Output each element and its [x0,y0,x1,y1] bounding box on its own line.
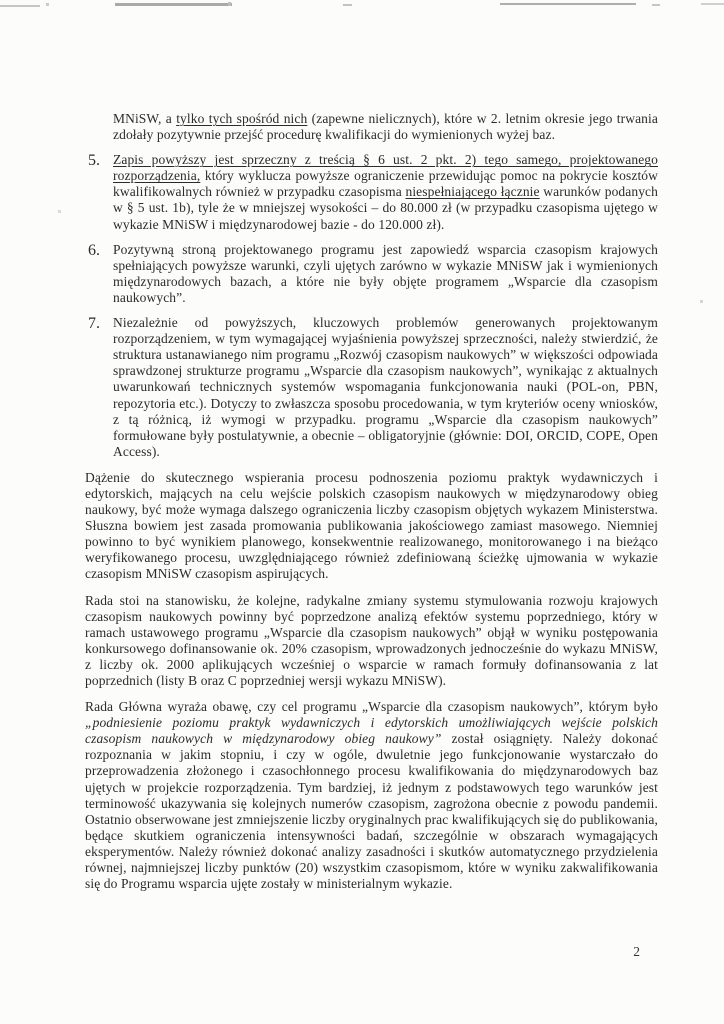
body-paragraph-2 [85,593,658,690]
scan-artifact-dash [652,4,660,6]
numbered-item-7 [85,315,658,460]
text-run: Rada stoi na stanowisku, że kolejne, radykalne zmiany systemu stymulowania rozwoju krajowych czasopism naukowych powinny być poprzedzone analizą efektów systemu poprzedniego, który w ramach ustawowego programu „Wsparcie dla czasopism naukowych” objął w wyniku postępowania konkursowego dofinansowanie ok. 20% czasopism, wprowadzonych jednocześnie do wykazu MNiSW, z liczby ok. 2000 aplikujących wcześniej o wsparcie w ramach formuły dofinansowania z lat poprzednich (listy B oraz C poprzedniej wersji wykazu MNiSW). [85,592,658,688]
text-run: Pozytywną stroną projektowanego programu jest zapowiedź wsparcia czasopism krajowych spełniających powyższe warunki, czyli ujętych zarówno w wykazie MNiSW jak i wymienionych międzynarodowych bazach, a które nie były objęte programem „Wsparcie dla czasopism naukowych”. [113,241,658,305]
italic-text-run: „podniesienie poziomu praktyk wydawniczych i edytorskich umożliwiających wejście polskich czasopism naukowych w międzynarodowy obieg naukowy” [85,715,658,747]
text-run: został osiągnięty. Należy dokonać rozpoznania w jakim stopniu, i czy w ogóle, dwuletnie jego funkcjonowanie wystarczało do przeprowadzenia złożonego i czasochłonnego procesu kwalifikowania do międzynarodowych baz ujętych w projekcie rozporządzenia. Tym bardziej, iż jednym z podstawowych tego warunków jest terminowość ukazywania się kolejnych numerów czasopism, zagrożona obecnie z powodu pandemii. Ostatnio obserwowane jest zmniejszenie liczby oryginalnych prac kwalifikujących się do publikowania, będące skutkiem ograniczenia intensywności badań, szczególnie w obszarach wymagających eksperymentów. Należy również dokonać analizy zasadności i skutków automatycznego przydzielenia równej, najmniejszej liczby punktów (20) wszystkim czasopismom, które w wyniku zakwalifikowania się do Programu wsparcia ujęte zostały w ministerialnym wykazie. [85,731,658,892]
scan-artifact-speck [228,2,231,6]
scan-artifact-speck [46,3,49,6]
body-paragraph-1 [85,470,658,583]
underlined-text-run: tylko tych spośród nich [176,111,308,126]
item-number: 7. [88,315,100,333]
body-paragraph-3 [85,699,658,892]
text-run: który wyklucza powyższe ograniczenie przewidując pomoc na pokrycie kosztów kwalifikowalnych również w przypadku czasopisma [113,168,658,200]
text-run: Niezależnie od powyższych, kluczowych problemów generowanych projektowanym rozporządzeniem, w tym wymagającej wyjaśnienia powyższej sprzeczności, należy stwierdzić, że struktura ustanawianego nim programu „Rozwój czasopism naukowych” w większości odpowiada sprawdzonej strukturze programu „Wsparcie dla czasopism naukowych”, wynikając z aktualnych uwarunkowań technicznych systemów wspomagania funkcjonowania nauki (POL-on, PBN, repozytoria etc.). Dotyczy to zwłaszcza sposobu procedowania, w tym kryteriów oceny wniosków, z tą różnicą, iż wymogi w przypadku. programu „Wsparcie dla czasopism naukowych” formułowane były postulatywnie, a obecnie – obligatoryjnie (głównie: DOI, ORCID, COPE, Open Access). [113,315,658,459]
continuation-paragraph [113,111,658,143]
text-run: MNiSW, a [113,111,177,126]
scan-artifact-speck [58,210,61,213]
scan-artifact-dash [500,3,636,5]
numbered-item-5 [85,152,658,232]
numbered-item-6 [85,242,658,306]
page-number: 2 [633,944,640,959]
item-text [113,242,658,306]
scan-artifact-dash [115,3,232,6]
underlined-text-run: Zapis powyższy jest sprzeczny z treścią § 6 ust. 2 pkt. 2) tego samego, projektowanego rozporządzenia, [113,152,658,184]
item-text [113,315,658,460]
text-run: warunków podanych w § 5 ust. 1b), tyle że w mniejszej wysokości – do 80.000 zł (w przypadku czasopisma ujętego w wykazie MNiSW i międzynarodowej bazie - do 120.000 zł). [113,184,659,232]
underlined-text-run: niespełniającego łącznie [405,184,540,200]
scan-artifact-dash [0,5,40,7]
scan-artifact-speck [700,300,703,303]
scan-artifact-dash [701,3,724,5]
item-number: 5. [88,152,100,170]
document-body [85,111,658,892]
item-text [113,152,658,232]
scan-artifact-dash [343,4,352,6]
item-number: 6. [88,241,100,259]
text-run: Dążenie do skutecznego wspierania procesu podnoszenia poziomu praktyk wydawniczych i edytorskich, mających na celu wejście polskich czasopism naukowych w międzynarodowy obieg naukowy, być może wymaga dalszego ograniczenia liczby czasopism objętych wykazem Ministerstwa. Słuszna bowiem jest zasada promowania publikowania jakościowego zamiast masowego. Niemniej powinno to być wynikiem planowego, konsekwentnie realizowanego, monitorowanego i na bieżąco weryfikowanego procesu, uwzględniającego również zdefiniowaną ścieżkę ujmowania w wykazie czasopism MNiSW czasopism aspirujących. [85,469,658,582]
text-run: (zapewne nielicznych), które w 2. letnim okresie jego trwania zdołały pozytywnie przejść procedurę kwalifikacji do wymienionych wyżej baz. [113,111,658,143]
text-run: Rada Główna wyraża obawę, czy cel programu „Wsparcie dla czasopism naukowych”, którym było [85,699,658,715]
